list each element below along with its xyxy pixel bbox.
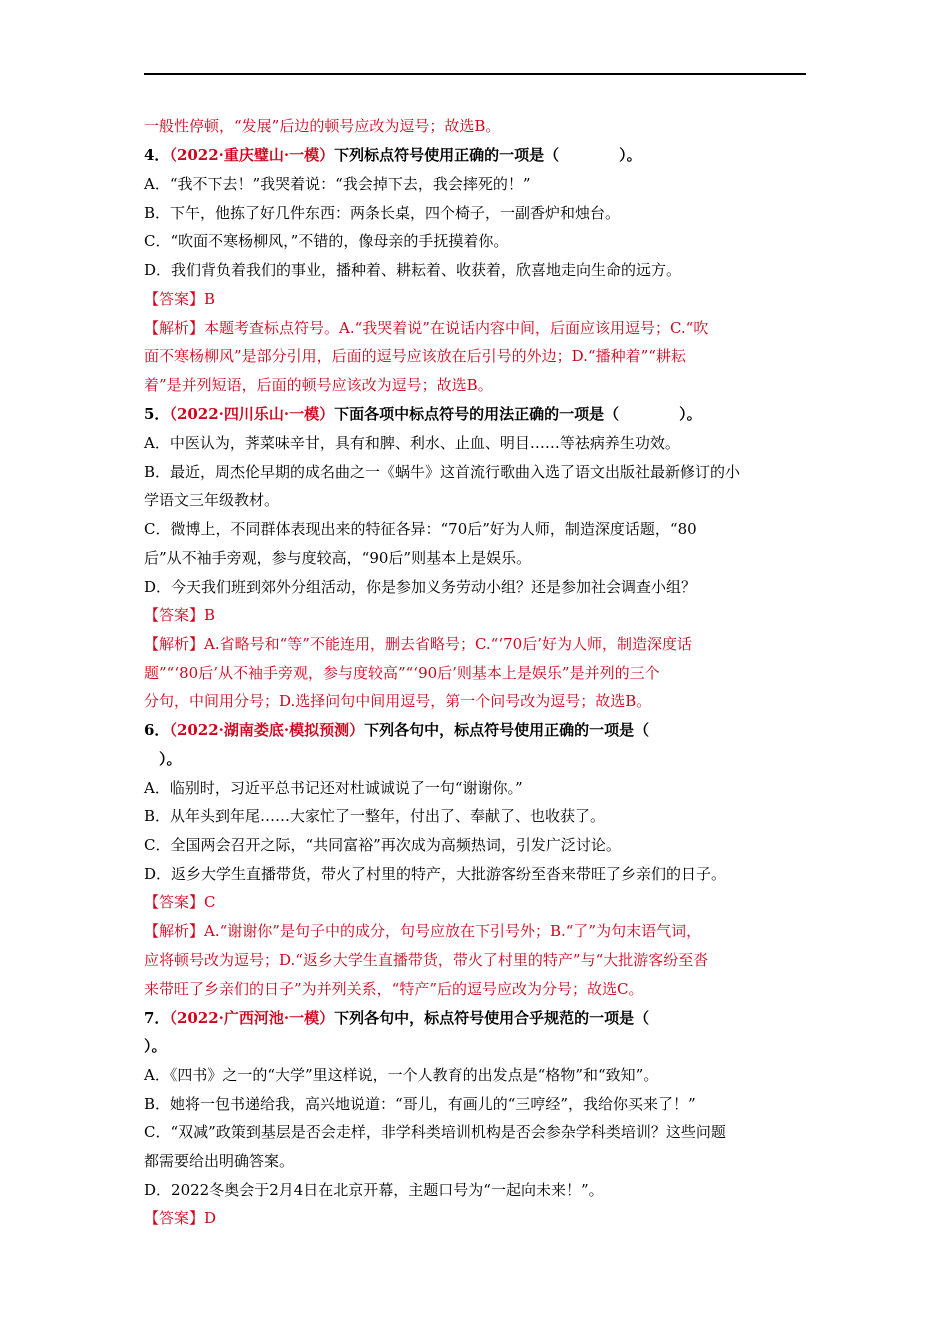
q6-answer (144, 892, 806, 912)
question-text: 下列标点符号使用正确的一项是（ ）。 (334, 146, 642, 164)
q4-answer (144, 289, 806, 309)
question-text: 下面各项中标点符号的用法正确的一项是（ ）。 (334, 405, 702, 423)
question-5-stem (144, 404, 806, 424)
analysis-label: 【解析】 (144, 319, 205, 337)
q5-option-b-cont: 学语文三年级教材。 (144, 491, 280, 509)
q6-option-b: B．从年头到年尾……大家忙了一整年，付出了、奉献了、也收获了。 (144, 807, 606, 825)
question-number: 5． (144, 405, 170, 423)
question-4-stem (144, 145, 806, 165)
answer-label: 【答案】 (144, 290, 205, 308)
analysis-label: 【解析】 (144, 635, 205, 653)
q5-analysis-2: 题”“‘80后’从不袖手旁观，参与度较高”“‘90后’则基本上是娱乐”是并列的三个 (144, 664, 660, 682)
q5-answer (144, 605, 806, 625)
q7-option-a: A．《四书》之一的“大学”里这样说，一个人教育的出发点是“格物”和“致知”。 (144, 1066, 659, 1084)
q7-option-b: B．她将一包书递给我，高兴地说道：“哥儿，有画儿的“三哼经”，我给你买来了！” (144, 1095, 696, 1113)
question-7-stem-cont: ）。 (144, 1037, 167, 1055)
intro-analysis-line: 一般性停顿，“发展”后边的顿号应改为逗号；故选B。 (144, 117, 501, 135)
q7-answer (144, 1208, 806, 1228)
q4-option-b: B．下午，他拣了好几件东西：两条长桌，四个椅子，一副香炉和烛台。 (144, 204, 621, 222)
question-number: 4． (144, 146, 170, 164)
q5-option-b: B．最近，周杰伦早期的成名曲之一《蜗牛》这首流行歌曲入选了语文出版社最新修订的小 (144, 463, 741, 481)
q4-analysis-2: 面不寒杨柳风”是部分引用，后面的逗号应该放在后引号的外边；D.“播种着”“耕耘 (144, 347, 686, 365)
question-7-stem (144, 1008, 806, 1028)
question-source: （2022·四川乐山·一模） (169, 405, 335, 423)
q6-analysis-2: 应将顿号改为逗号；D.“返乡大学生直播带货，带火了村里的特产”与“大批游客纷至沓 (144, 951, 709, 969)
answer-value: B (204, 290, 216, 308)
q5-option-c: C．微博上，不同群体表现出来的特征各异：“70后”好为人师，制造深度话题，“80 (144, 520, 697, 538)
q6-option-a: A．临别时，习近平总书记还对杜诚诚说了一句“谢谢你。” (144, 779, 523, 797)
answer-label: 【答案】 (144, 1209, 205, 1227)
q6-analysis-1: 【解析】A.“谢谢你”是句子中的成分，句号应放在下引号外；B.“了”为句末语气词， (144, 922, 702, 940)
q6-option-d: D．返乡大学生直播带货，带火了村里的特产，大批游客纷至沓来带旺了乡亲们的日子。 (144, 865, 727, 883)
q7-option-c: C．“双减”政策到基层是否会走样，非学科类培训机构是否会参杂学科类培训？这些问题 (144, 1123, 726, 1141)
analysis-label: 【解析】 (144, 922, 205, 940)
question-source: （2022·湖南娄底·模拟预测） (169, 721, 365, 739)
answer-label: 【答案】 (144, 893, 205, 911)
q5-option-d: D．今天我们班到郊外分组活动，你是参加义务劳动小组？还是参加社会调查小组？ (144, 578, 697, 596)
question-number: 6． (144, 721, 170, 739)
q7-option-c-cont: 都需要给出明确答案。 (144, 1152, 295, 1170)
header-rule (144, 73, 806, 75)
q4-option-a: A．“我不下去！”我哭着说：“我会掉下去，我会摔死的！” (144, 175, 531, 193)
question-text: 下列各句中，标点符号使用正确的一项是（ (364, 721, 650, 739)
q4-option-c: C．“吹面不寒杨柳风，”不错的，像母亲的手抚摸着你。 (144, 232, 509, 250)
q5-analysis-1: 【解析】A.省略号和“等”不能连用，删去省略号；C.“‘70后’好为人师，制造深度话 (144, 635, 692, 653)
q4-analysis-3: 着”是并列短语，后面的顿号应该改为逗号；故选B。 (144, 376, 493, 394)
question-source: （2022·重庆璧山·一模） (169, 146, 335, 164)
q4-option-d: D．我们背负着我们的事业，播种着、耕耘着、收获着，欣喜地走向生命的远方。 (144, 261, 682, 279)
q5-option-c-cont: 后”从不袖手旁观，参与度较高，“90后”则基本上是娱乐。 (144, 549, 532, 567)
answer-value: B (204, 606, 216, 624)
question-number: 7． (144, 1009, 170, 1027)
question-source: （2022·广西河池·一模） (169, 1009, 335, 1027)
q6-option-c: C．全国两会召开之际，“共同富裕”再次成为高频热词，引发广泛讨论。 (144, 836, 621, 854)
answer-value: D (204, 1209, 217, 1227)
q7-option-d: D．2022冬奥会于2月4日在北京开幕，主题口号为“一起向未来！”。 (144, 1181, 604, 1199)
q5-analysis-3: 分句，中间用分号；D.选择问句中间用逗号，第一个问号改为逗号；故选B。 (144, 692, 652, 710)
q4-analysis-1: 【解析】本题考查标点符号。A.“我哭着说”在说话内容中间，后面应该用逗号；C.“吹 (144, 319, 709, 337)
answer-value: C (204, 893, 216, 911)
question-6-stem (144, 720, 806, 740)
answer-label: 【答案】 (144, 606, 205, 624)
q6-analysis-3: 来带旺了乡亲们的日子”为并列关系，“特产”后的逗号应改为分号；故选C。 (144, 980, 644, 998)
question-text: 下列各句中，标点符号使用合乎规范的一项是（ (334, 1009, 650, 1027)
question-6-stem-cont: ）。 (144, 750, 182, 768)
q5-option-a: A．中医认为，荠菜味辛甘，具有和脾、利水、止血、明目……等祛病养生功效。 (144, 434, 680, 452)
